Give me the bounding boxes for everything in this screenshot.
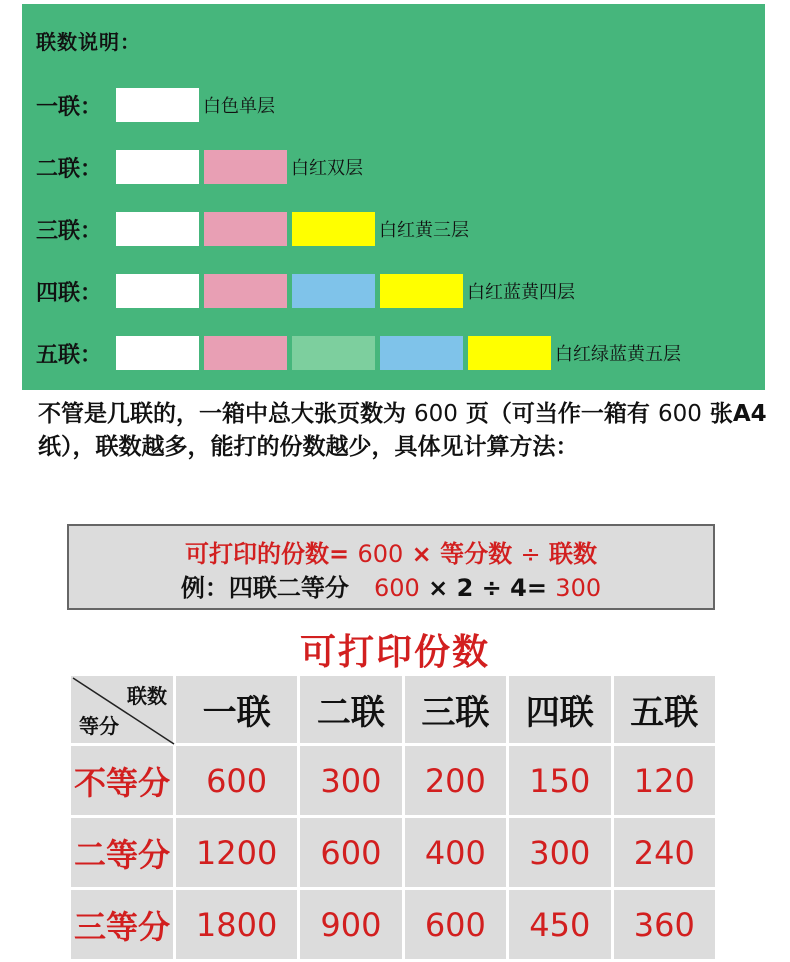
row-header: 不等分 <box>70 745 175 817</box>
column-header: 二联 <box>299 675 403 745</box>
formula-plies: 联数 <box>548 540 597 568</box>
table-cell: 400 <box>403 817 507 889</box>
ply-description: 白红绿蓝黄五层 <box>555 344 681 365</box>
table-cell: 360 <box>612 889 716 961</box>
ply-label: 一联： <box>36 95 103 120</box>
table-cell: 600 <box>299 817 403 889</box>
table-cell: 300 <box>508 817 612 889</box>
ply-description: 白红黄三层 <box>379 220 469 241</box>
table-row <box>70 745 717 817</box>
table-cell: 240 <box>612 817 716 889</box>
column-header: 五联 <box>612 675 716 745</box>
table-row <box>70 889 717 961</box>
paper-layer-swatch <box>292 336 375 370</box>
paper-layer-swatch <box>116 88 199 122</box>
table-cell: 200 <box>403 745 507 817</box>
formula-divide: ÷ <box>520 540 541 568</box>
intro-text <box>38 398 768 464</box>
ply-row <box>22 274 765 308</box>
ply-legend-panel <box>22 4 765 390</box>
ply-label: 四联： <box>36 281 103 306</box>
example-result: 300 <box>555 574 602 602</box>
ply-description: 白色单层 <box>203 96 275 117</box>
row-header: 二等分 <box>70 817 175 889</box>
intro-num1: 600 <box>414 401 458 427</box>
table-cell: 120 <box>612 745 716 817</box>
intro-part3: 张A4纸），联数越多，能打的份数越少，具体见计算方法： <box>38 401 767 460</box>
intro-num2: 600 <box>657 401 702 427</box>
formula-box <box>67 524 715 610</box>
intro-part1: 不管是几联的，一箱中总大张页数为 <box>38 401 415 427</box>
paper-layer-swatch <box>292 212 375 246</box>
paper-layer-swatch <box>468 336 551 370</box>
copies-table <box>68 673 718 962</box>
ply-row <box>22 150 765 184</box>
ply-row <box>22 212 765 246</box>
table-cell: 1800 <box>175 889 299 961</box>
table-cell: 600 <box>175 745 299 817</box>
row-header: 三等分 <box>70 889 175 961</box>
paper-layer-swatch <box>292 274 375 308</box>
table-cell: 150 <box>508 745 612 817</box>
example-total: 600 <box>373 574 420 602</box>
ply-row <box>22 336 765 370</box>
corner-label-plies: 联数 <box>127 684 167 708</box>
formula-total: 600 <box>357 540 404 568</box>
column-header: 一联 <box>175 675 299 745</box>
paper-layer-swatch <box>380 274 463 308</box>
table-cell: 300 <box>299 745 403 817</box>
column-header: 四联 <box>508 675 612 745</box>
paper-layer-swatch <box>116 150 199 184</box>
example-ops: × 2 ÷ 4= <box>428 574 547 602</box>
paper-layer-swatch <box>204 336 287 370</box>
paper-layer-swatch <box>204 274 287 308</box>
table-cell: 600 <box>403 889 507 961</box>
paper-layer-swatch <box>116 274 199 308</box>
paper-layer-swatch <box>116 212 199 246</box>
example-label: 例：四联二等分 <box>180 574 349 602</box>
table-row <box>70 817 717 889</box>
formula-line <box>69 534 713 569</box>
table-cell: 1200 <box>175 817 299 889</box>
paper-layer-swatch <box>116 336 199 370</box>
table-header-row <box>70 675 717 745</box>
ply-description: 白红蓝黄四层 <box>467 282 575 303</box>
formula-times: × <box>411 540 432 568</box>
legend-title: 联数说明： <box>36 30 141 54</box>
table-title: 可打印份数 <box>299 632 490 673</box>
corner-label-parts: 等分 <box>79 714 119 738</box>
ply-row <box>22 88 765 122</box>
example-line <box>69 568 713 603</box>
paper-layer-swatch <box>204 212 287 246</box>
formula-parts: 等分数 <box>440 540 513 568</box>
ply-label: 三联： <box>36 219 103 244</box>
ply-label: 二联： <box>36 157 103 182</box>
paper-layer-swatch <box>204 150 287 184</box>
formula-lhs: 可打印的份数= <box>185 540 350 568</box>
table-corner-cell <box>70 675 175 745</box>
ply-label: 五联： <box>36 343 103 368</box>
ply-description: 白红双层 <box>291 158 363 179</box>
paper-layer-swatch <box>380 336 463 370</box>
intro-part2: 页（可当作一箱有 <box>457 401 658 427</box>
table-cell: 900 <box>299 889 403 961</box>
table-cell: 450 <box>508 889 612 961</box>
column-header: 三联 <box>403 675 507 745</box>
